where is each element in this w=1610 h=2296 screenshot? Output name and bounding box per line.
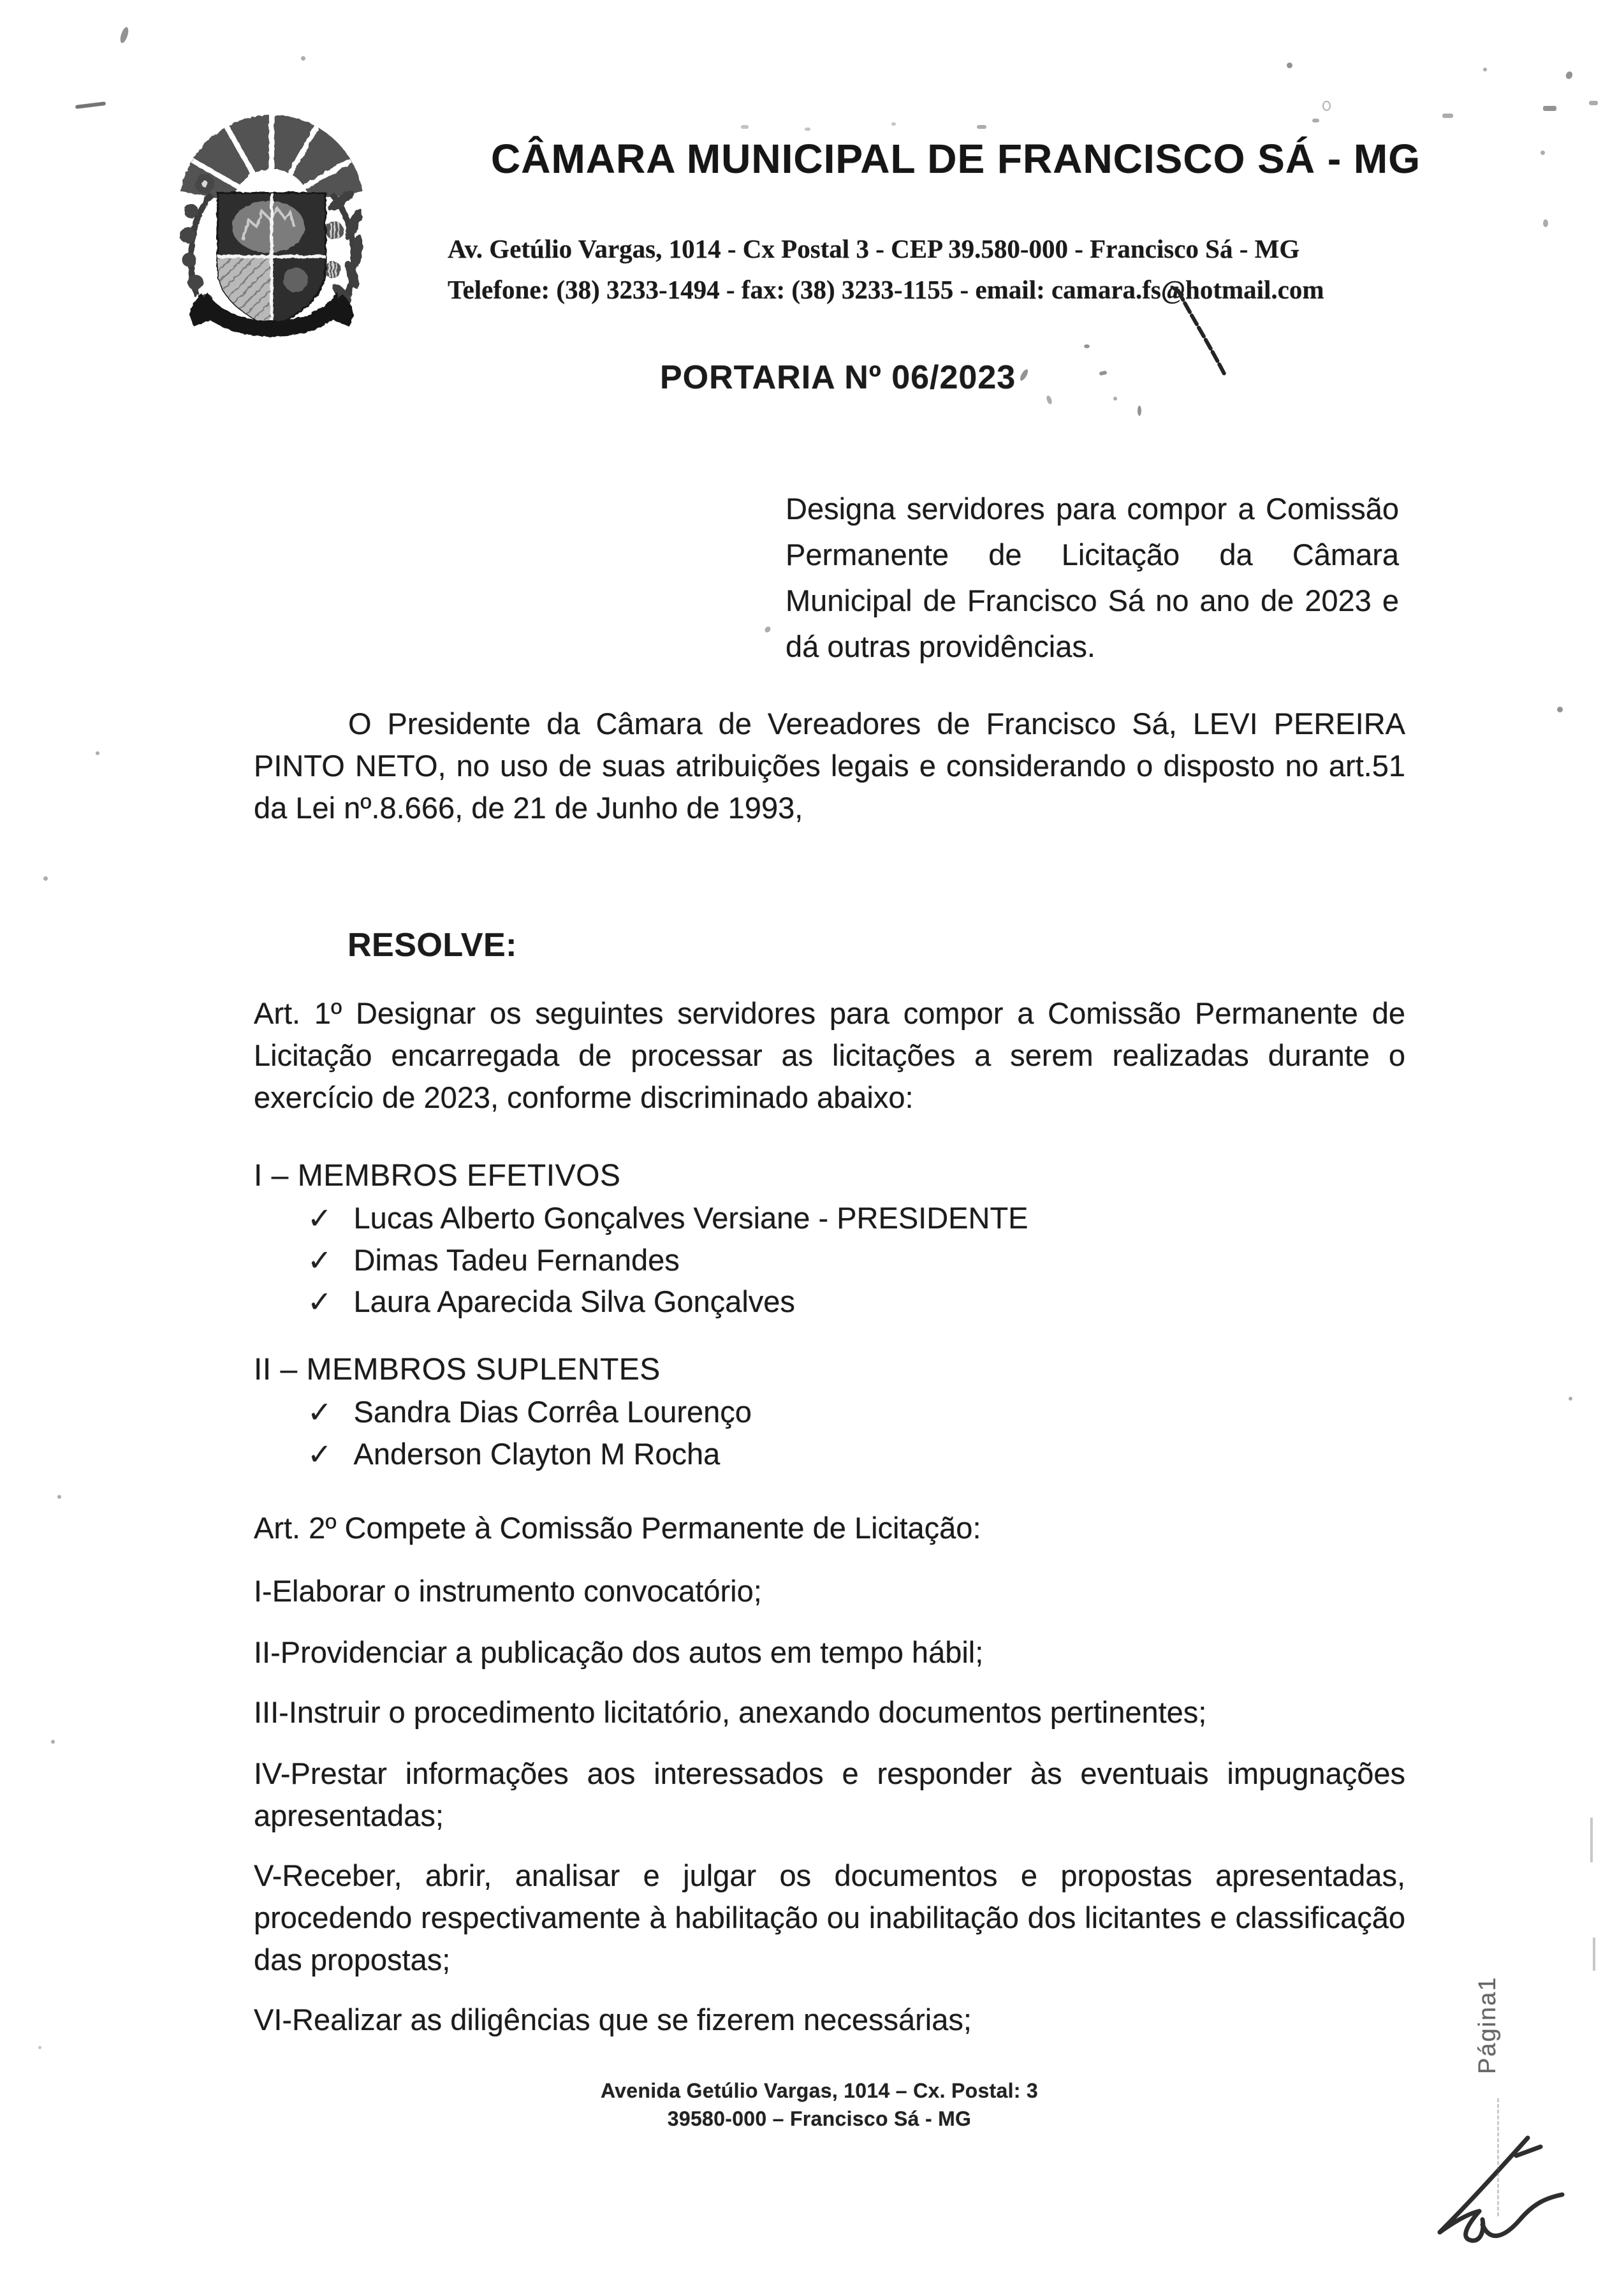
duty-item-1: I-Elaborar o instrumento convocatório; xyxy=(254,1574,762,1608)
footer-address-block xyxy=(485,2077,1154,2133)
article-1-paragraph: Art. 1º Designar os seguintes servidores para compor a Comissão Permanente de Licitação encarregada de processar as licitações a serem realizadas durante o exercício de 2023, conforme discriminado abaixo: xyxy=(254,996,1405,1114)
member-name: Dimas Tadeu Fernandes xyxy=(353,1243,680,1277)
document-title: PORTARIA Nº 06/2023 xyxy=(660,359,1016,396)
duty-item-6: VI-Realizar as diligências que se fizerem necessárias; xyxy=(254,2003,972,2036)
section-effective-members-heading: I – MEMBROS EFETIVOS xyxy=(254,1159,621,1193)
page-number-label: Página1 xyxy=(1474,1976,1501,2074)
duty-item-3: III-Instruir o procedimento licitatório, anexando documentos pertinentes; xyxy=(254,1695,1207,1729)
duty-item-5: V-Receber, abrir, analisar e julgar os documentos e propostas apresentadas, procedendo respectivamente à habilitação ou inabilitação dos licitantes e classificação das propostas; xyxy=(254,1858,1405,1976)
list-item-member xyxy=(307,1284,795,1319)
check-bullet-icon: ✓ xyxy=(307,1202,332,1235)
list-item-member xyxy=(307,1394,752,1429)
check-bullet-icon: ✓ xyxy=(307,1395,332,1429)
list-item-member xyxy=(307,1436,720,1471)
member-name: Lucas Alberto Gonçalves Versiane - PRESIDENTE xyxy=(353,1201,1028,1235)
org-name-title: CÂMARA MUNICIPAL DE FRANCISCO SÁ - MG xyxy=(491,136,1421,182)
article-2-heading: Art. 2º Compete à Comissão Permanente de Licitação: xyxy=(254,1511,981,1545)
check-bullet-icon: ✓ xyxy=(307,1244,332,1277)
list-item-member xyxy=(307,1242,680,1277)
preamble-paragraph: O Presidente da Câmara de Vereadores de Francisco Sá, LEVI PEREIRA PINTO NETO, no uso de suas atribuições legais e considerando o disposto no art.51 da Lei nº.8.666, de 21 de Junho de 1993, xyxy=(254,707,1405,825)
footer-address-line: Avenida Getúlio Vargas, 1014 – Cx. Postal: 3 xyxy=(600,2079,1039,2102)
member-name: Anderson Clayton M Rocha xyxy=(353,1437,721,1471)
duty-item-4: IV-Prestar informações aos interessados e responder às eventuais impugnações apresentadas; xyxy=(254,1756,1405,1832)
letterhead-address-line: Av. Getúlio Vargas, 1014 - Cx Postal 3 - CEP 39.580-000 - Francisco Sá - MG xyxy=(448,234,1300,263)
section-substitute-members-heading: II – MEMBROS SUPLENTES xyxy=(254,1353,661,1387)
member-name: Sandra Dias Corrêa Lourenço xyxy=(353,1395,752,1429)
check-bullet-icon: ✓ xyxy=(307,1285,332,1318)
check-bullet-icon: ✓ xyxy=(307,1438,332,1471)
member-name: Laura Aparecida Silva Gonçalves xyxy=(353,1284,795,1318)
duty-item-2: II-Providenciar a publicação dos autos em tempo hábil; xyxy=(254,1635,984,1669)
pen-stroke-mark xyxy=(1160,286,1243,381)
list-item-member xyxy=(307,1200,1028,1235)
footer-city-line: 39580-000 – Francisco Sá - MG xyxy=(667,2107,972,2130)
municipal-coat-of-arms-logo xyxy=(171,102,372,352)
letterhead-contact-line: Telefone: (38) 3233-1494 - fax: (38) 3233-1155 - email: camara.fs@hotmail.com xyxy=(448,275,1324,304)
epigraph-summary: Designa servidores para compor a Comissão Permanente de Licitação da Câmara Municipal de Francisco Sá no ano de 2023 e dá outras providências. xyxy=(786,492,1399,663)
resolve-heading: RESOLVE: xyxy=(348,927,517,964)
